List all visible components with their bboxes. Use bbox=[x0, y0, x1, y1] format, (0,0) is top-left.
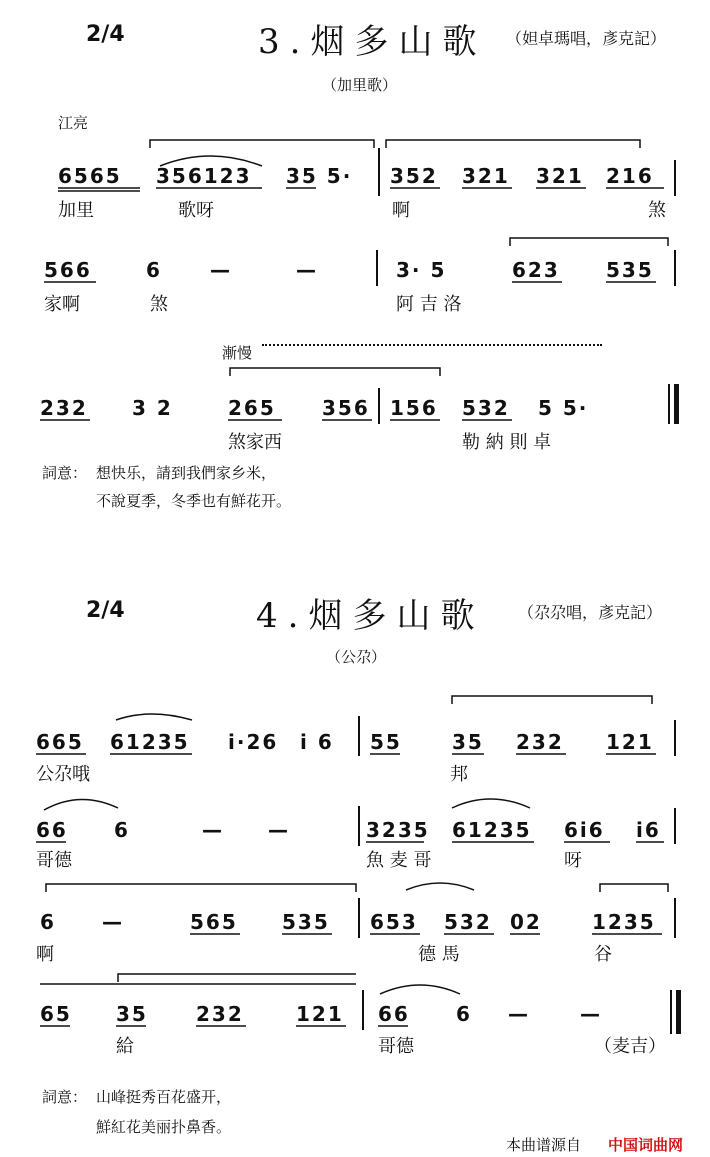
note-group: 35 5· bbox=[286, 164, 353, 188]
note-group: i6 bbox=[636, 818, 661, 842]
song1-credit: （妲卓瑪唱，彥克記） bbox=[506, 29, 667, 48]
note-group: 321 bbox=[462, 164, 510, 188]
tempo-marking: 漸慢 bbox=[222, 344, 253, 362]
lyric: 勒 納 則 卓 bbox=[462, 432, 552, 453]
lyric: 煞 bbox=[648, 200, 666, 221]
note-group: 216 bbox=[606, 164, 654, 188]
lyric: 啊 bbox=[36, 944, 54, 965]
lyric: 加里 bbox=[58, 200, 94, 221]
phrase-bracket bbox=[510, 238, 668, 246]
lyric: 阿 吉 洛 bbox=[396, 294, 462, 315]
lyric: 谷 bbox=[594, 944, 612, 965]
song2-meaning-line: 山峰挺秀百花盛开， bbox=[96, 1088, 232, 1106]
note-group: 265 bbox=[228, 396, 276, 420]
note-group: 02 bbox=[510, 910, 542, 934]
lyric: （麦吉） bbox=[594, 1036, 666, 1057]
lyric: 哥德 bbox=[36, 850, 72, 871]
lyric: 給 bbox=[116, 1036, 134, 1057]
note-group: 6 bbox=[40, 910, 56, 934]
note-group: 6565 bbox=[58, 164, 122, 188]
note-group: 35 bbox=[452, 730, 484, 754]
note-group: 55 bbox=[370, 730, 402, 754]
phrase-bracket bbox=[452, 696, 652, 704]
note-group: 5 5· bbox=[538, 396, 589, 420]
note-group: 356 bbox=[322, 396, 370, 420]
note-group: 61235 bbox=[110, 730, 190, 754]
note-group: — bbox=[296, 258, 318, 282]
note-group: 66 bbox=[36, 818, 68, 842]
note-group: — bbox=[580, 1002, 602, 1026]
note-group: 121 bbox=[296, 1002, 344, 1026]
note-group: 232 bbox=[40, 396, 88, 420]
note-group: — bbox=[210, 258, 232, 282]
song2-meaning-label: 詞意： bbox=[42, 1088, 88, 1106]
note-group: 3 2 bbox=[132, 396, 173, 420]
note-group: 3235 bbox=[366, 818, 430, 842]
phrase-bracket bbox=[600, 884, 668, 892]
note-group: 665 bbox=[36, 730, 84, 754]
note-group: 352 bbox=[390, 164, 438, 188]
slur bbox=[380, 985, 460, 994]
note-group: 3· 5 bbox=[396, 258, 447, 282]
song2-subtitle: （公尕） bbox=[326, 648, 387, 666]
note-group: 66 bbox=[378, 1002, 410, 1026]
phrase-bracket bbox=[150, 140, 374, 148]
note-group: i 6 bbox=[300, 730, 334, 754]
song2-meaning-line: 鮮紅花美丽扑鼻香。 bbox=[96, 1118, 232, 1136]
lyric: 邦 bbox=[450, 764, 468, 785]
lyric: 煞家西 bbox=[228, 432, 282, 453]
song1-subtitle: （加里歌） bbox=[322, 76, 398, 94]
note-group: 1235 bbox=[592, 910, 656, 934]
slur bbox=[116, 714, 192, 720]
note-group: 156 bbox=[390, 396, 438, 420]
note-group: — bbox=[102, 910, 124, 934]
note-group: 532 bbox=[444, 910, 492, 934]
note-group: 61235 bbox=[452, 818, 532, 842]
beam bbox=[58, 188, 140, 191]
note-group: 6 bbox=[146, 258, 162, 282]
song1-region: 江亮 bbox=[58, 114, 89, 132]
note-group: 232 bbox=[516, 730, 564, 754]
footer-site-link[interactable]: 中国词曲网 bbox=[608, 1136, 684, 1154]
lyric: 煞 bbox=[150, 294, 168, 315]
footer-source-label: 本曲谱源自 bbox=[506, 1136, 582, 1154]
song1-meaning-label: 詞意： bbox=[42, 464, 88, 482]
note-group: 532 bbox=[462, 396, 510, 420]
note-group: 6 bbox=[114, 818, 130, 842]
phrase-bracket bbox=[46, 884, 356, 892]
note-group: 623 bbox=[512, 258, 560, 282]
lyric: 德 馬 bbox=[418, 944, 460, 965]
slur bbox=[406, 883, 474, 890]
lyric: 家啊 bbox=[44, 294, 80, 315]
note-group: 35 bbox=[116, 1002, 148, 1026]
phrase-bracket bbox=[118, 974, 356, 982]
note-group: — bbox=[202, 818, 224, 842]
note-group: 6i6 bbox=[564, 818, 605, 842]
song2-meter: 2/4 bbox=[86, 598, 125, 623]
note-group: 321 bbox=[536, 164, 584, 188]
lyric: 歌呀 bbox=[178, 200, 214, 221]
lyric: 哥德 bbox=[378, 1036, 414, 1057]
lyric: 呀 bbox=[564, 850, 582, 871]
note-group: 356123 bbox=[156, 164, 252, 188]
song1-meaning-line: 想快乐，請到我們家乡米， bbox=[96, 464, 277, 482]
phrase-bracket bbox=[386, 140, 640, 148]
slur bbox=[452, 799, 530, 808]
note-group: 121 bbox=[606, 730, 654, 754]
note-group: 535 bbox=[606, 258, 654, 282]
song2-credit: （尕尕唱，彥克記） bbox=[518, 603, 663, 622]
note-group: 535 bbox=[282, 910, 330, 934]
song1-title: 3.烟多山歌 bbox=[258, 22, 487, 62]
song1-meaning-line: 不說夏季，冬季也有鮮花开。 bbox=[96, 492, 292, 510]
song2-title: 4.烟多山歌 bbox=[256, 596, 485, 636]
note-group: — bbox=[508, 1002, 530, 1026]
note-group: 566 bbox=[44, 258, 92, 282]
note-group: 565 bbox=[190, 910, 238, 934]
note-group: 65 bbox=[40, 1002, 72, 1026]
lyric: 公尕哦 bbox=[36, 764, 90, 785]
song1-meter: 2/4 bbox=[86, 22, 125, 47]
slur bbox=[160, 156, 262, 166]
phrase-bracket bbox=[230, 368, 440, 376]
note-group: 653 bbox=[370, 910, 418, 934]
lyric: 魚 麦 哥 bbox=[366, 850, 432, 871]
slur bbox=[44, 799, 118, 810]
lyric: 啊 bbox=[392, 200, 410, 221]
note-group: 6 bbox=[456, 1002, 472, 1026]
note-group: i·26 bbox=[228, 730, 279, 754]
note-group: — bbox=[268, 818, 290, 842]
note-group: 232 bbox=[196, 1002, 244, 1026]
